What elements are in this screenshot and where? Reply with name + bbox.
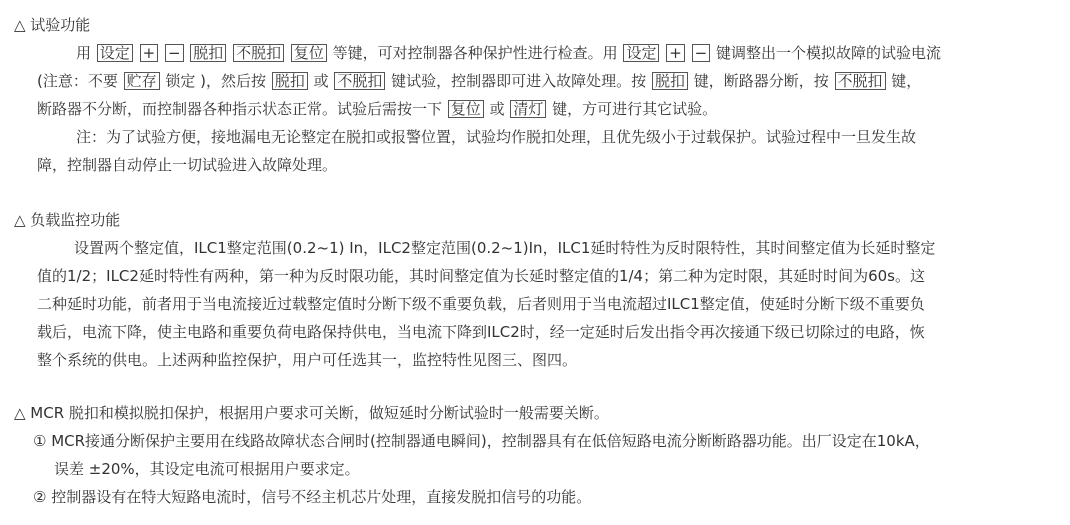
paragraph-line [37, 266, 925, 286]
paragraph-line [74, 238, 935, 258]
text-run: 二种延时功能，前者用于当电流接近过载整定值时分断下级不重要负载，后者则用于当电流超过ILC1整定值，使延时分断下级不重要负 [37, 295, 925, 313]
paragraph-line [37, 350, 577, 370]
trip-key: 脱扣 [272, 72, 308, 90]
text-run [134, 44, 139, 62]
minus-key: − [165, 44, 184, 62]
trip-key: 脱扣 [190, 44, 226, 62]
no-trip-key: 不脱扣 [334, 72, 385, 90]
section-title-test: △ 试验功能 [14, 16, 91, 34]
text-run: 或 [484, 100, 510, 118]
text-run: 注：为了试验方便，接地漏电无论整定在脱扣或报警位置，试验均作脱扣处理，且优先级小于过载保护。试验过程中一旦发生故 [76, 128, 917, 146]
text-run: 断路器不分断，而控制器各种指示状态正常。试验后需按一下 [37, 100, 447, 118]
set-key: 设定 [97, 44, 133, 62]
text-run [185, 44, 190, 62]
text-run: 值的1/2；ILC2延时特性有两种，第一种为反时限功能，其时间整定值为长延时整定值的1/4；第二种为定时限，其延时时间为60s。这 [37, 267, 925, 285]
text-run: 等键，可对控制器各种保护性进行检查。用 [327, 44, 623, 62]
text-run: 整个系统的供电。上述两种监控保护，用户可任选其一，监控特性见图三、图四。 [37, 351, 578, 369]
text-run: 载后，电流下降，使主电路和重要负荷电路保持供电，当电流下降到ILC2时，经一定延时后发出指令再次接通下级已切除过的电路，恢 [37, 323, 925, 341]
paragraph-line [37, 322, 925, 342]
section-title-load: △ 负载监控功能 [14, 211, 121, 229]
reset-key: 复位 [291, 44, 327, 62]
no-trip-key: 不脱扣 [835, 72, 886, 90]
text-run: ② 控制器设有在特大短路电流时，信号不经主机芯片处理，直接发脱扣信号的功能。 [33, 488, 592, 506]
text-run: 键调整出一个模拟故障的试验电流 [711, 44, 941, 62]
text-run: 误差 ±20%，其设定电流可根据用户要求定。 [54, 460, 360, 478]
paragraph-line [37, 71, 921, 91]
text-run: 设置两个整定值，ILC1整定范围(0.2~1) In，ILC2整定范围(0.2~1)In，ILC1延时特性为反时限特性，其时间整定值为长延时整定 [74, 239, 936, 257]
note-line [37, 155, 337, 175]
minus-key: − [692, 44, 711, 62]
note-line [76, 127, 916, 147]
set-key: 设定 [623, 44, 659, 62]
text-run [159, 44, 164, 62]
clear-lamp-key: 清灯 [510, 100, 546, 118]
text-run: 键， [886, 72, 922, 90]
paragraph-line [37, 99, 717, 119]
plus-key: + [666, 44, 685, 62]
list-item [33, 431, 930, 451]
paragraph-line [37, 294, 925, 314]
text-run: 键试验，控制器即可进入故障处理。按 [386, 72, 651, 90]
text-run: 键，断路器分断，按 [688, 72, 834, 90]
text-run [227, 44, 232, 62]
store-key: 贮存 [124, 72, 160, 90]
text-run [285, 44, 290, 62]
list-item [33, 487, 591, 507]
trip-key: 脱扣 [652, 72, 688, 90]
paragraph-line [76, 43, 941, 63]
list-item [54, 459, 360, 479]
text-run [660, 44, 665, 62]
text-run: (注意：不要 [37, 72, 123, 90]
text-run: 或 [308, 72, 334, 90]
text-run: 键，方可进行其它试验。 [547, 100, 718, 118]
reset-key: 复位 [448, 100, 484, 118]
no-trip-key: 不脱扣 [233, 44, 284, 62]
text-run [686, 44, 691, 62]
text-run: 锁定 )，然后按 [160, 72, 271, 90]
text-run: ① MCR接通分断保护主要用在线路故障状态合闸时(控制器通电瞬间)，控制器具有在低倍短路电流分断断路器功能。出厂设定在10kA， [33, 432, 930, 450]
plus-key: + [140, 44, 159, 62]
text-run: 障，控制器自动停止一切试验进入故障处理。 [37, 156, 338, 174]
text-run: 用 [76, 44, 96, 62]
section-title-mcr: △ MCR 脱扣和模拟脱扣保护，根据用户要求可关断，做短延时分断试验时一般需要关断。 [14, 404, 609, 422]
